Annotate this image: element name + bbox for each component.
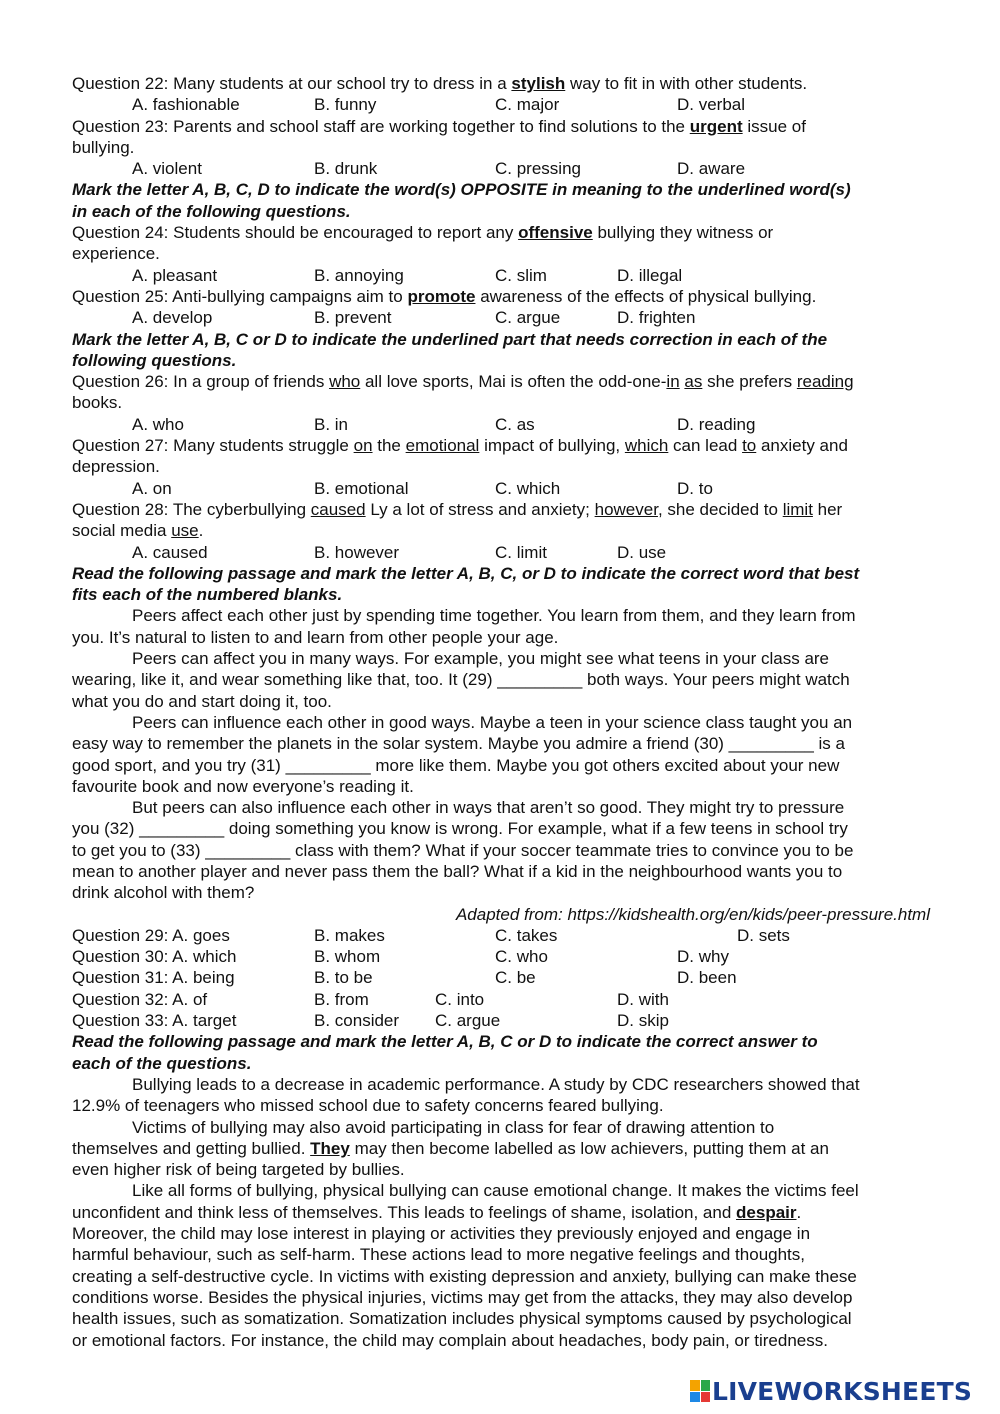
option-b[interactable]: B. whom <box>314 947 381 967</box>
option-a[interactable]: A. who <box>132 414 184 434</box>
passage2-line: Bullying leads to a decrease in academic performance. A study by CDC researchers showed that <box>132 1074 860 1094</box>
option-a[interactable]: A. caused <box>132 542 208 562</box>
instruction-correction-2: following questions. <box>72 350 237 370</box>
question-28-cont: social media use. <box>72 521 204 541</box>
question-31 <box>72 967 934 988</box>
instruction-reading-2: each of the questions. <box>72 1053 252 1073</box>
option-b[interactable]: B. emotional <box>314 478 409 498</box>
passage1-line: wearing, like it, and wear something like that, too. It (29) _________ both ways. Your peers might watch <box>72 670 850 690</box>
instruction-opposite-1: Mark the letter A, B, C, D to indicate the word(s) OPPOSITE in meaning to the underlined word(s) <box>72 180 851 200</box>
passage2-line: even higher risk of being targeted by bullies. <box>72 1160 405 1180</box>
options-28 <box>72 542 934 563</box>
passage1-line: what you do and start doing it, too. <box>72 691 332 711</box>
options-22 <box>72 94 934 115</box>
option-a[interactable]: A. pleasant <box>132 265 218 285</box>
question-24: Question 24: Students should be encouraged to report any offensive bullying they witness or <box>72 223 774 243</box>
passage2-line: harmful behaviour, such as self-harm. These actions lead to more negative feelings and thoughts, <box>72 1245 806 1265</box>
option-a[interactable]: A. fashionable <box>132 95 240 115</box>
options-23 <box>72 158 934 179</box>
liveworksheets-logo[interactable] <box>690 1378 972 1404</box>
passage1-line: you. It’s natural to listen to and learn from other people your age. <box>72 627 559 647</box>
option-a[interactable]: Question 31: A. being <box>72 968 235 988</box>
passage1-line: to get you to (33) _________ class with them? What if your soccer teammate tries to convince you to be <box>72 840 854 860</box>
option-d[interactable]: D. frighten <box>617 308 696 328</box>
option-d[interactable]: D. skip <box>617 1011 669 1031</box>
passage2-line: conditions worse. Besides the physical injuries, victims may get from the attacks, they may also develop <box>72 1287 853 1307</box>
passage2-line: Victims of bullying may also avoid participating in class for fear of drawing attention to <box>132 1117 775 1137</box>
passage1-line: you (32) _________ doing something you know is wrong. For example, what if a few teens in school try <box>72 819 848 839</box>
option-d[interactable]: D. verbal <box>677 95 746 115</box>
question-29 <box>72 925 934 946</box>
question-23-cont: bullying. <box>72 137 135 157</box>
key-word: promote <box>407 286 476 306</box>
option-a[interactable]: Question 32: A. of <box>72 989 208 1009</box>
options-24 <box>72 265 934 286</box>
option-b[interactable]: B. makes <box>314 925 385 945</box>
passage2-line: Like all forms of bullying, physical bullying can cause emotional change. It makes the victims feel <box>132 1181 859 1201</box>
passage1-line: favourite book and now everyone’s reading it. <box>72 776 414 796</box>
option-d[interactable]: D. illegal <box>617 265 683 285</box>
logo-text: LIVEWORKSHEETS <box>712 1376 973 1406</box>
question-26-cont: books. <box>72 393 123 413</box>
option-c[interactable]: C. into <box>435 989 485 1009</box>
instruction-blanks-2: fits each of the numbered blanks. <box>72 585 343 605</box>
option-d[interactable]: D. why <box>677 947 729 967</box>
options-26 <box>72 414 934 435</box>
instruction-opposite-2: in each of the following questions. <box>72 201 351 221</box>
option-d[interactable]: D. with <box>617 989 669 1009</box>
option-a[interactable]: Question 33: A. target <box>72 1011 237 1031</box>
option-b[interactable]: B. in <box>314 414 349 434</box>
question-26: Question 26: In a group of friends who all love sports, Mai is often the odd-one-in as she prefers reading <box>72 372 854 392</box>
passage1-line: Peers can affect you in many ways. For example, you might see what teens in your class are <box>132 649 830 669</box>
passage2-line: Moreover, the child may lose interest in playing or activities they previously enjoyed and engage in <box>72 1224 811 1244</box>
option-a[interactable]: A. violent <box>132 159 202 179</box>
option-d[interactable]: D. to <box>677 478 713 498</box>
passage1-line: Peers can influence each other in good ways. Maybe a teen in your science class taught you an <box>132 712 853 732</box>
question-24-cont: experience. <box>72 244 160 264</box>
passage1-line: easy way to remember the planets in the solar system. Maybe you admire a friend (30) _________ is a <box>72 734 845 754</box>
question-30 <box>72 946 934 967</box>
logo-mark-icon <box>690 1380 710 1402</box>
key-word: offensive <box>518 223 593 243</box>
option-d[interactable]: D. aware <box>677 159 746 179</box>
passage2-line: unconfident and think less of themselves. This leads to feelings of shame, isolation, and despair. <box>72 1202 802 1222</box>
option-c[interactable]: C. which <box>495 478 561 498</box>
question-25: Question 25: Anti-bullying campaigns aim to promote awareness of the effects of physical bullying. <box>72 286 817 306</box>
option-c[interactable]: C. argue <box>435 1011 501 1031</box>
key-word: They <box>310 1138 350 1158</box>
option-c[interactable]: C. major <box>495 95 560 115</box>
option-c[interactable]: C. takes <box>495 925 558 945</box>
question-23: Question 23: Parents and school staff are working together to find solutions to the urgent issue of <box>72 116 806 136</box>
passage2-line: themselves and getting bullied. They may then become labelled as low achievers, putting them at an <box>72 1138 829 1158</box>
option-b[interactable]: B. to be <box>314 968 373 988</box>
question-27-cont: depression. <box>72 457 160 477</box>
instruction-blanks-1: Read the following passage and mark the letter A, B, C, or D to indicate the correct word that best <box>72 563 860 583</box>
passage1-line: But peers can also influence each other in ways that aren’t so good. They might try to pressure <box>132 798 845 818</box>
passage2-line: 12.9% of teenagers who missed school due to safety concerns feared bullying. <box>72 1096 664 1116</box>
option-c[interactable]: C. pressing <box>495 159 581 179</box>
option-b[interactable]: B. from <box>314 989 369 1009</box>
option-b[interactable]: B. however <box>314 542 400 562</box>
passage1-line: drink alcohol with them? <box>72 883 255 903</box>
passage2-line: or emotional factors. For instance, the child may complain about headaches, body pain, or tiredness. <box>72 1330 828 1350</box>
question-33 <box>72 1010 934 1031</box>
option-c[interactable]: C. argue <box>495 308 561 328</box>
key-word: stylish <box>511 74 566 93</box>
option-c[interactable]: C. as <box>495 414 535 434</box>
option-d[interactable]: D. use <box>617 542 667 562</box>
option-c[interactable]: C. who <box>495 947 548 967</box>
option-c[interactable]: C. limit <box>495 542 547 562</box>
passage2-line: creating a self-destructive cycle. In victims with existing depression and anxiety, bullying can make these <box>72 1266 857 1286</box>
question-27: Question 27: Many students struggle on the emotional impact of bullying, which can lead to anxiety and <box>72 436 848 456</box>
option-d[interactable]: D. sets <box>737 925 790 945</box>
option-d[interactable]: D. reading <box>677 414 756 434</box>
instruction-reading-1: Read the following passage and mark the letter A, B, C or D to indicate the correct answer to <box>72 1032 818 1052</box>
question-22: Question 22: Many students at our school try to dress in a stylish way to fit in with other students. <box>72 74 808 93</box>
key-word: despair <box>736 1202 797 1222</box>
option-b[interactable]: B. funny <box>314 95 377 115</box>
passage2-line: health issues, such as somatization. Somatization includes physical symptoms caused by psychological <box>72 1309 852 1329</box>
option-a[interactable]: A. develop <box>132 308 213 328</box>
passage1-line: Peers affect each other just by spending time together. You learn from them, and they learn from <box>132 606 856 626</box>
key-word: urgent <box>689 116 743 136</box>
question-32 <box>72 989 934 1010</box>
options-27 <box>72 478 934 499</box>
options-25 <box>72 307 934 328</box>
option-b[interactable]: B. annoying <box>314 265 404 285</box>
option-a[interactable]: Question 29: A. goes <box>72 925 230 945</box>
option-b[interactable]: B. drunk <box>314 159 378 179</box>
question-28: Question 28: The cyberbullying caused Ly a lot of stress and anxiety; however, she decided to limit her <box>72 499 843 519</box>
source-citation: Adapted from: https://kidshealth.org/en/kids/peer-pressure.html <box>455 904 930 924</box>
option-b[interactable]: B. consider <box>314 1011 400 1031</box>
passage1-line: good sport, and you try (31) _________ more like them. Maybe you got others excited about your new <box>72 755 840 775</box>
worksheet <box>72 73 934 1351</box>
passage1-line: mean to another player and never pass them the ball? What if a kid in the neighbourhood wants you to <box>72 861 843 881</box>
option-c[interactable]: C. slim <box>495 265 547 285</box>
option-a[interactable]: Question 30: A. which <box>72 947 237 967</box>
option-a[interactable]: A. on <box>132 478 172 498</box>
option-d[interactable]: D. been <box>677 968 737 988</box>
option-c[interactable]: C. be <box>495 968 536 988</box>
option-b[interactable]: B. prevent <box>314 308 392 328</box>
instruction-correction-1: Mark the letter A, B, C or D to indicate the underlined part that needs correction in each of the <box>72 329 828 349</box>
